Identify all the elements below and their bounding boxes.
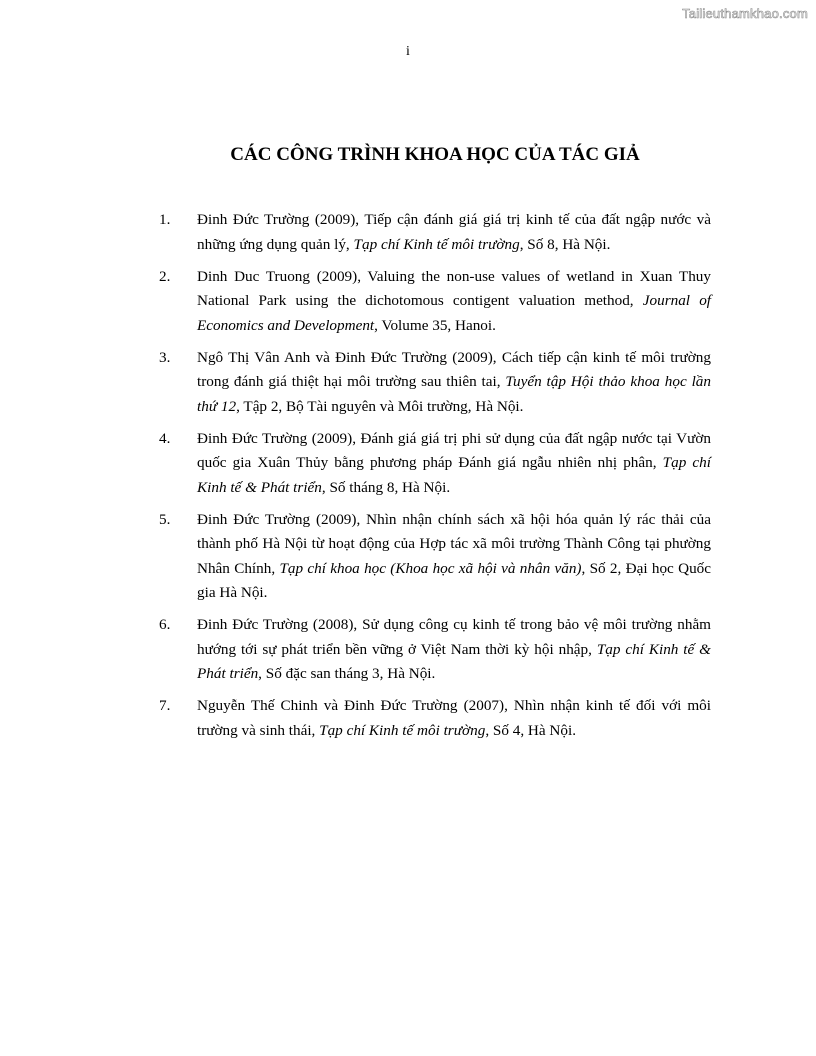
entry-number: 5. bbox=[159, 510, 171, 528]
entry-citation: Đinh Đức Trường (2008), Sử dụng công cụ kinh tế trong bảo vệ môi trường nhằm hướng tới sự phát triển bền vững ở Việt Nam thời kỳ hội nhập, bbox=[197, 616, 711, 658]
entry-details: , Tập 2, Bộ Tài nguyên và Môi trường, Hà Nội. bbox=[236, 397, 524, 415]
publication-entry bbox=[159, 265, 711, 339]
entry-details: , Số 8, Hà Nội. bbox=[519, 235, 611, 253]
entry-details: , Số đặc san tháng 3, Hà Nội. bbox=[258, 665, 436, 682]
entry-journal: Tuyển tập Hội thảo khoa học lần thứ 12 bbox=[197, 373, 711, 415]
entry-details: , Số 2, Đại học Quốc gia Hà Nội. bbox=[197, 559, 711, 601]
entry-details: , Số 4, Hà Nội. bbox=[485, 721, 577, 739]
entry-details: , Số tháng 8, Hà Nội. bbox=[321, 478, 451, 496]
entry-journal: Tạp chí khoa học (Khoa học xã hội và nhân văn) bbox=[279, 559, 582, 577]
publication-entry bbox=[159, 427, 711, 501]
entry-citation: Đinh Đức Trường (2009), Đánh giá giá trị phi sử dụng của đất ngập nước tại Vườn quốc gia Xuân Thủy bằng phương pháp Đánh giá ngẫu nhiên nhị phân, bbox=[197, 429, 711, 471]
watermark: Tailieuthamkhao.com bbox=[682, 6, 808, 21]
entry-journal: Tạp chí Kinh tế & Phát triển bbox=[197, 454, 711, 496]
entry-journal: Tạp chí Kinh tế môi trường bbox=[353, 235, 520, 253]
publication-entry bbox=[159, 508, 711, 606]
entry-citation: Dinh Duc Truong (2009), Valuing the non-use values of wetland in Xuan Thuy National Park using the dichotomous contigent valuation method, bbox=[197, 267, 711, 309]
entry-number: 6. bbox=[159, 616, 171, 633]
entry-number: 4. bbox=[159, 429, 171, 447]
page-title: CÁC CÔNG TRÌNH KHOA HỌC CỦA TÁC GIẢ bbox=[230, 144, 640, 165]
entry-text bbox=[197, 208, 711, 257]
entry-text bbox=[197, 613, 711, 687]
publication-entry bbox=[159, 694, 711, 743]
entry-number: 1. bbox=[159, 211, 171, 228]
entry-number: 7. bbox=[159, 697, 171, 714]
entry-journal: Journal of Economics and Development bbox=[197, 292, 712, 334]
entry-text bbox=[197, 346, 711, 420]
entry-number: 2. bbox=[159, 267, 171, 285]
entry-citation: Đinh Đức Trường (2009), Tiếp cận đánh giá giá trị kinh tế của đất ngập nước và những ứng dụng quản lý, bbox=[197, 211, 711, 253]
entry-citation: Nguyễn Thế Chinh và Đinh Đức Trường (2007), Nhìn nhận kinh tế đối với môi trường và sinh thái, bbox=[197, 697, 711, 739]
entry-text bbox=[197, 427, 711, 501]
entry-citation: Đinh Đức Trường (2009), Nhìn nhận chính sách xã hội hóa quản lý rác thải của thành phố Hà Nội từ hoạt động của Hợp tác xã môi trường Thành Công tại phường Nhân Chính, bbox=[197, 510, 711, 577]
entry-text bbox=[197, 694, 711, 743]
entry-text bbox=[197, 508, 711, 606]
entry-details: , Volume 35, Hanoi. bbox=[374, 316, 496, 334]
publication-entry bbox=[159, 613, 711, 687]
entry-text bbox=[197, 265, 711, 339]
entry-journal: Tạp chí Kinh tế & Phát triển bbox=[197, 640, 711, 682]
entry-citation: Ngô Thị Vân Anh và Đinh Đức Trường (2009), Cách tiếp cận kinh tế môi trường trong đánh giá thiệt hại môi trường sau thiên tai, bbox=[197, 348, 711, 390]
page-number: i bbox=[406, 44, 410, 59]
entry-number: 3. bbox=[159, 348, 171, 366]
publication-entry bbox=[159, 208, 711, 257]
publication-list bbox=[159, 208, 711, 751]
publication-entry bbox=[159, 346, 711, 420]
entry-journal: Tạp chí Kinh tế môi trường bbox=[319, 721, 486, 739]
